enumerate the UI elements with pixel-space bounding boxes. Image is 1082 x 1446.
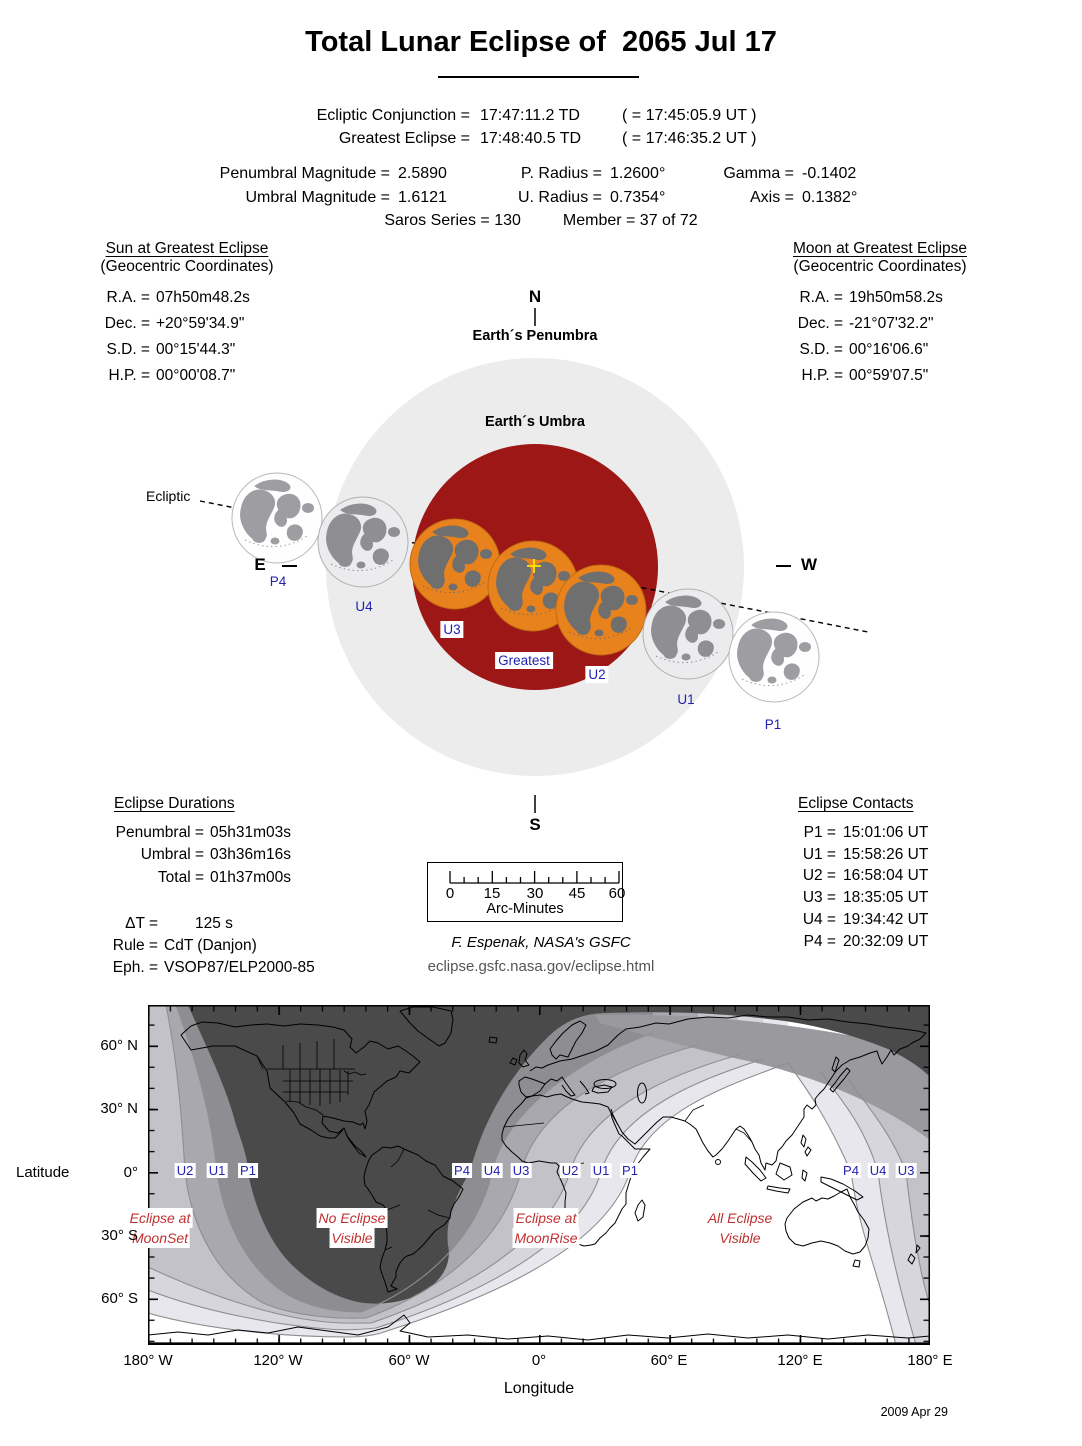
rule-value: CdT (Danjon) (164, 937, 257, 955)
zone-label-no-eclipse (317, 1208, 388, 1248)
u2-label: U2 (585, 666, 608, 683)
contacts-block (790, 795, 980, 952)
lat-60n-label: 60° N (100, 1037, 138, 1054)
u3-label: U3 (440, 621, 463, 638)
contact-u4-label: U4 = (802, 910, 836, 928)
zone-moonset-line2: MoonSet (131, 1230, 189, 1246)
longitude-axis-title: Longitude (503, 1380, 575, 1397)
moon-p4 (232, 473, 322, 563)
contact-u4-value: 19:34:42 UT (843, 910, 929, 928)
arcminute-scale (427, 862, 626, 922)
lon-60e-label: 60° E (650, 1352, 688, 1369)
umbral-duration-value: 03h36m16s (210, 846, 292, 864)
lat-30s-label: 30° S (101, 1227, 138, 1244)
shadow-diagram (0, 280, 1082, 840)
zone-all-visible-line1: All Eclipse (707, 1210, 773, 1226)
zone-moonrise-line2: MoonRise (514, 1230, 578, 1246)
zone-no-eclipse-line2: Visible (331, 1230, 373, 1246)
ecliptic-conjunction-row (255, 104, 855, 127)
map-p1-left-label: P1 (240, 1163, 256, 1178)
world-map (148, 1005, 930, 1345)
map-u3-center-label: U3 (512, 1163, 530, 1178)
moon-u1 (643, 589, 733, 679)
lon-180w-label: 180° W (123, 1352, 173, 1369)
east-label: E (254, 555, 266, 574)
delta-t-label: ΔT = (125, 914, 158, 932)
zone-moonrise-line1: Eclipse at (515, 1210, 577, 1226)
u1-label: U1 (677, 692, 695, 707)
penumbral-duration-value: 05h31m03s (210, 824, 292, 841)
west-label: W (800, 555, 818, 574)
scale-tick-15: 15 (483, 885, 501, 902)
durations-title: Eclipse Durations (114, 795, 235, 812)
greatest-label: Greatest Eclipse = (338, 130, 470, 147)
total-duration-value: 01h37m00s (210, 868, 292, 886)
scale-tick-45: 45 (568, 885, 586, 902)
moon-hp-value: 00°59'07.5" (849, 367, 929, 384)
contacts-title: Eclipse Contacts (798, 795, 914, 812)
sun-dec-value: +20°59'34.9" (156, 315, 245, 332)
title-underline (438, 76, 639, 78)
north-label: N (528, 287, 542, 306)
map-p1-mid-label: P1 (622, 1163, 638, 1178)
sun-sd-label: S.D. = (106, 341, 150, 358)
map-p4-right-label: P4 (843, 1163, 859, 1178)
p-radius-value: 1.2600° (610, 165, 666, 182)
moon-ra-value: 19h50m58.2s (849, 289, 943, 306)
moon-ra-label: R.A. = (799, 289, 843, 306)
contact-p1-value: 15:01:06 UT (843, 824, 929, 841)
axis-label: Axis = (749, 189, 794, 206)
zone-label-moonrise (512, 1208, 579, 1248)
credit-author: F. Espenak, NASA's GSFC (451, 934, 631, 951)
lat-0-label: 0° (123, 1164, 138, 1181)
sun-hp-label: H.P. = (108, 367, 150, 384)
saros-row (0, 212, 1082, 230)
moon-u3 (410, 519, 500, 609)
zone-no-eclipse-line1: No Eclipse (318, 1210, 386, 1226)
contact-u1-value: 15:58:26 UT (843, 845, 929, 863)
greatest-ut: ( = 17:46:35.2 UT ) (622, 130, 757, 147)
penumbral-duration-label: Penumbral = (115, 824, 204, 841)
contact-u3-value: 18:35:05 UT (843, 889, 929, 907)
umbral-magnitude-label: Umbral Magnitude = (245, 189, 390, 206)
moon-hp-label: H.P. = (801, 367, 843, 384)
lon-60w-label: 60° W (388, 1352, 430, 1369)
conjunction-label: Ecliptic Conjunction = (316, 107, 470, 124)
map-p4-center-label: P4 (454, 1163, 470, 1178)
visibility-map (129, 1005, 930, 1345)
contact-p4-value: 20:32:09 UT (843, 932, 929, 950)
conjunction-ut: ( = 17:45:05.9 UT ) (622, 107, 757, 124)
contact-u3-label: U3 = (802, 889, 836, 907)
sun-block-subtitle: (Geocentric Coordinates) (100, 258, 274, 275)
moon-u4 (318, 497, 408, 587)
lat-60s-label: 60° S (101, 1290, 138, 1307)
rule-label: Rule = (112, 937, 158, 955)
penumbral-magnitude-label: Penumbral Magnitude = (219, 165, 390, 182)
durations-block (82, 795, 362, 980)
ephemeris-label: Eph. = (112, 959, 158, 977)
lon-180e-label: 180° E (907, 1352, 953, 1369)
ephemeris-value: VSOP87/ELP2000-85 (164, 959, 315, 977)
moon-sd-value: 00°16'06.6" (849, 341, 929, 358)
umbral-magnitude-value: 1.6121 (398, 189, 447, 206)
penumbral-magnitude-value: 2.5890 (398, 165, 447, 182)
moon-sd-label: S.D. = (799, 341, 843, 358)
sun-dec-label: Dec. = (104, 315, 150, 332)
p-radius-label: P. Radius = (520, 165, 602, 182)
moon-u2 (556, 565, 646, 655)
zone-moonset-line1: Eclipse at (129, 1210, 191, 1226)
u-radius-value: 0.7354° (610, 189, 666, 206)
p4-label: P4 (269, 574, 287, 589)
contact-u2-label: U2 = (802, 867, 836, 885)
contact-u1-label: U1 = (802, 845, 836, 863)
page-title: Total Lunar Eclipse of 2065 Jul 17 (305, 26, 777, 58)
lon-120e-label: 120° E (777, 1352, 823, 1369)
ecliptic-label: Ecliptic (146, 488, 191, 504)
moon-dec-value: -21°07'32.2" (849, 315, 934, 332)
map-u4-right-label: U4 (869, 1163, 887, 1178)
contact-p1-label: P1 = (803, 824, 836, 841)
latitude-axis-title: Latitude (16, 1164, 70, 1181)
scale-tick-60: 60 (608, 885, 626, 902)
conjunction-block (255, 104, 855, 150)
total-duration-label: Total = (157, 868, 204, 886)
map-u1-mid-label: U1 (592, 1163, 610, 1178)
south-label: S (529, 815, 541, 834)
sun-sd-value: 00°15'44.3" (156, 341, 236, 358)
p1-label: P1 (764, 717, 782, 732)
u4-label: U4 (355, 599, 373, 614)
greatest-td: 17:48:40.5 TD (480, 130, 582, 147)
delta-t-value: 125 s (195, 914, 233, 932)
map-u2-mid-label: U2 (561, 1163, 579, 1178)
sun-ra-value: 07h50m48.2s (156, 289, 250, 306)
axis-value: 0.1382° (802, 189, 858, 206)
u-radius-label: U. Radius = (517, 189, 602, 206)
gamma-label: Gamma = (723, 165, 794, 182)
moon-block-title: Moon at Greatest Eclipse (792, 240, 968, 257)
scale-tick-0: 0 (445, 885, 455, 902)
zone-all-visible-line2: Visible (719, 1230, 761, 1246)
greatest-eclipse-row (255, 127, 855, 150)
sun-hp-value: 00°00'08.7" (156, 367, 236, 384)
lon-120w-label: 120° W (253, 1352, 303, 1369)
umbra-label: Earth´s Umbra (485, 414, 585, 430)
map-u3-right-label: U3 (897, 1163, 915, 1178)
revision-date: 2009 Apr 29 (880, 1405, 948, 1419)
lat-30n-label: 30° N (100, 1100, 138, 1117)
saros-series: Saros Series = 130 (384, 212, 521, 229)
zone-label-all-visible (706, 1208, 775, 1248)
scale-units-label: Arc-Minutes (486, 901, 564, 917)
moon-p1 (729, 612, 819, 702)
moon-block-subtitle: (Geocentric Coordinates) (793, 258, 967, 275)
map-u4-center-label: U4 (483, 1163, 501, 1178)
credit-url: eclipse.gsfc.nasa.gov/eclipse.html (427, 958, 655, 975)
penumbra-label: Earth´s Penumbra (472, 328, 598, 344)
sun-block-title: Sun at Greatest Eclipse (105, 240, 269, 257)
penumbral-magnitude-row (200, 162, 900, 186)
gamma-value: -0.1402 (802, 165, 857, 182)
conjunction-td: 17:47:11.2 TD (480, 107, 580, 124)
contact-u2-value: 16:58:04 UT (843, 867, 929, 885)
map-u1-left-label: U1 (208, 1163, 226, 1178)
greatest-label: Greatest (495, 652, 553, 669)
umbral-duration-label: Umbral = (140, 846, 204, 864)
contact-p4-label: P4 = (803, 932, 836, 950)
moon-dec-label: Dec. = (797, 315, 843, 332)
sun-ra-label: R.A. = (106, 289, 150, 306)
scale-tick-30: 30 (526, 885, 544, 902)
saros-member: Member = 37 of 72 (562, 212, 698, 229)
lon-0-label: 0° (531, 1352, 547, 1369)
map-u2-left-label: U2 (176, 1163, 194, 1178)
magnitude-block (200, 162, 900, 210)
umbral-magnitude-row (200, 186, 900, 210)
